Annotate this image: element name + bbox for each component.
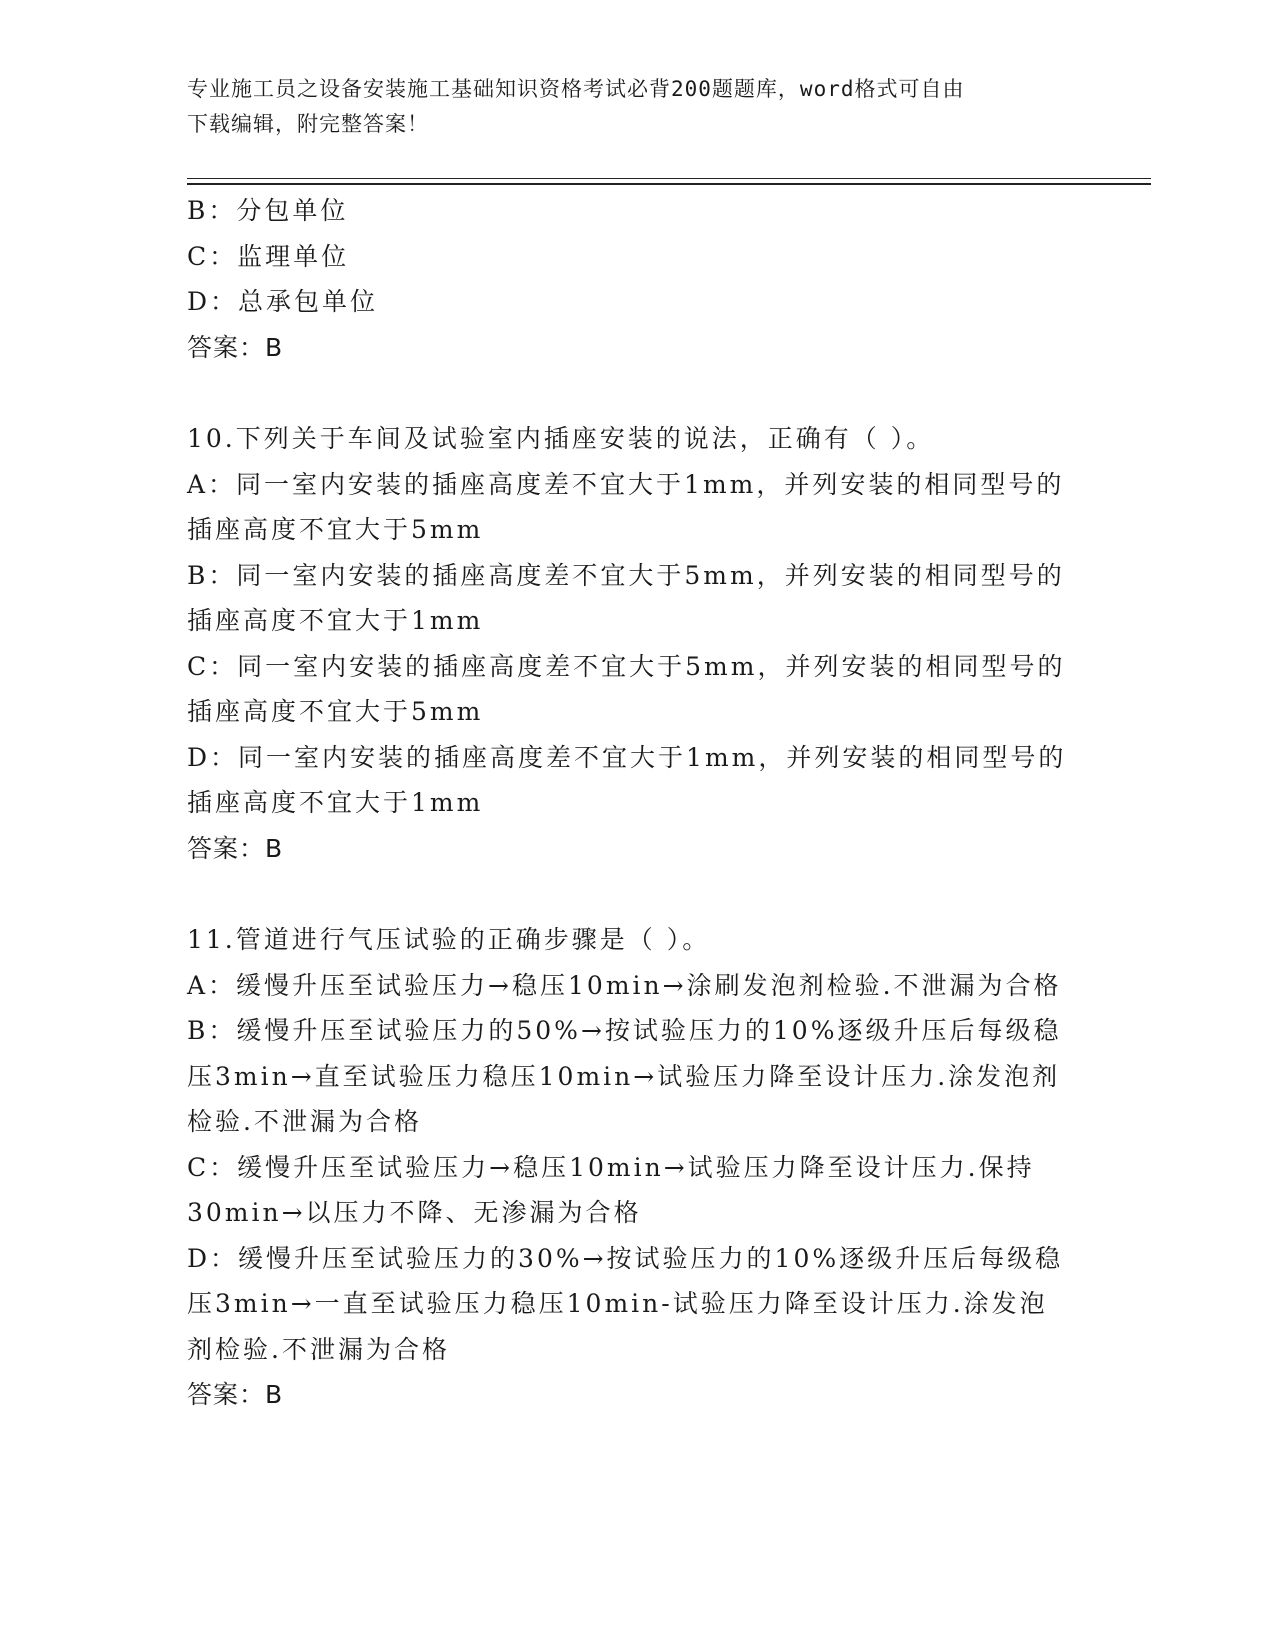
spacer <box>187 871 1087 917</box>
option-line: 插座高度不宜大于5mm <box>187 515 484 544</box>
option-line: D：总承包单位 <box>187 287 379 316</box>
option-line: 压3min→直至试验压力稳压10min→试验压力降至设计压力.涂发泡剂 <box>187 1061 1061 1091</box>
option-line: B：缓慢升压至试验压力的50%→按试验压力的10%逐级升压后每级稳 <box>187 1016 1062 1045</box>
header-line-2: 下载编辑，附完整答案！ <box>187 112 429 136</box>
option-line: B：分包单位 <box>187 196 349 225</box>
header-line-1: 专业施工员之设备安装施工基础知识资格考试必背200题题库，word格式可自由 <box>187 77 965 101</box>
answer-line: 答案：B <box>187 1380 284 1409</box>
option-line: 插座高度不宜大于1mm <box>187 788 484 817</box>
option-line: D：同一室内安装的插座高度差不宜大于1mm，并列安装的相同型号的 <box>187 742 1067 772</box>
option-line: C：同一室内安装的插座高度差不宜大于5mm，并列安装的相同型号的 <box>187 651 1066 681</box>
option-line: 插座高度不宜大于1mm <box>187 606 484 635</box>
option-line: D：缓慢升压至试验压力的30%→按试验压力的10%逐级升压后每级稳 <box>187 1243 1064 1273</box>
header-divider-thick <box>187 183 1151 185</box>
option-line: 检验.不泄漏为合格 <box>187 1107 422 1136</box>
option-line: A：同一室内安装的插座高度差不宜大于1mm，并列安装的相同型号的 <box>187 469 1065 499</box>
option-line: 插座高度不宜大于5mm <box>187 697 484 726</box>
question-content <box>187 188 1087 1418</box>
question-stem: 11.管道进行气压试验的正确步骤是（ ）。 <box>187 925 711 954</box>
option-line: 剂检验.不泄漏为合格 <box>187 1334 450 1364</box>
option-line: C：缓慢升压至试验压力→稳压10min→试验压力降至设计压力.保持 <box>187 1152 1035 1182</box>
answer-line: 答案：B <box>187 332 284 362</box>
document-header <box>187 72 1087 142</box>
option-line: A：缓慢升压至试验压力→稳压10min→涂刷发泡剂检验.不泄漏为合格 <box>187 970 1062 1000</box>
option-line: 压3min→一直至试验压力稳压10min-试验压力降至设计压力.涂发泡 <box>187 1289 1048 1318</box>
spacer <box>187 370 1087 416</box>
header-divider-thin <box>187 178 1151 179</box>
question-stem: 10.下列关于车间及试验室内插座安装的说法，正确有（ ）。 <box>187 424 935 453</box>
option-line: C：监理单位 <box>187 241 350 271</box>
answer-line: 答案：B <box>187 833 284 863</box>
option-line: 30min→以压力不降、无渗漏为合格 <box>187 1198 642 1227</box>
option-line: B：同一室内安装的插座高度差不宜大于5mm，并列安装的相同型号的 <box>187 560 1065 590</box>
